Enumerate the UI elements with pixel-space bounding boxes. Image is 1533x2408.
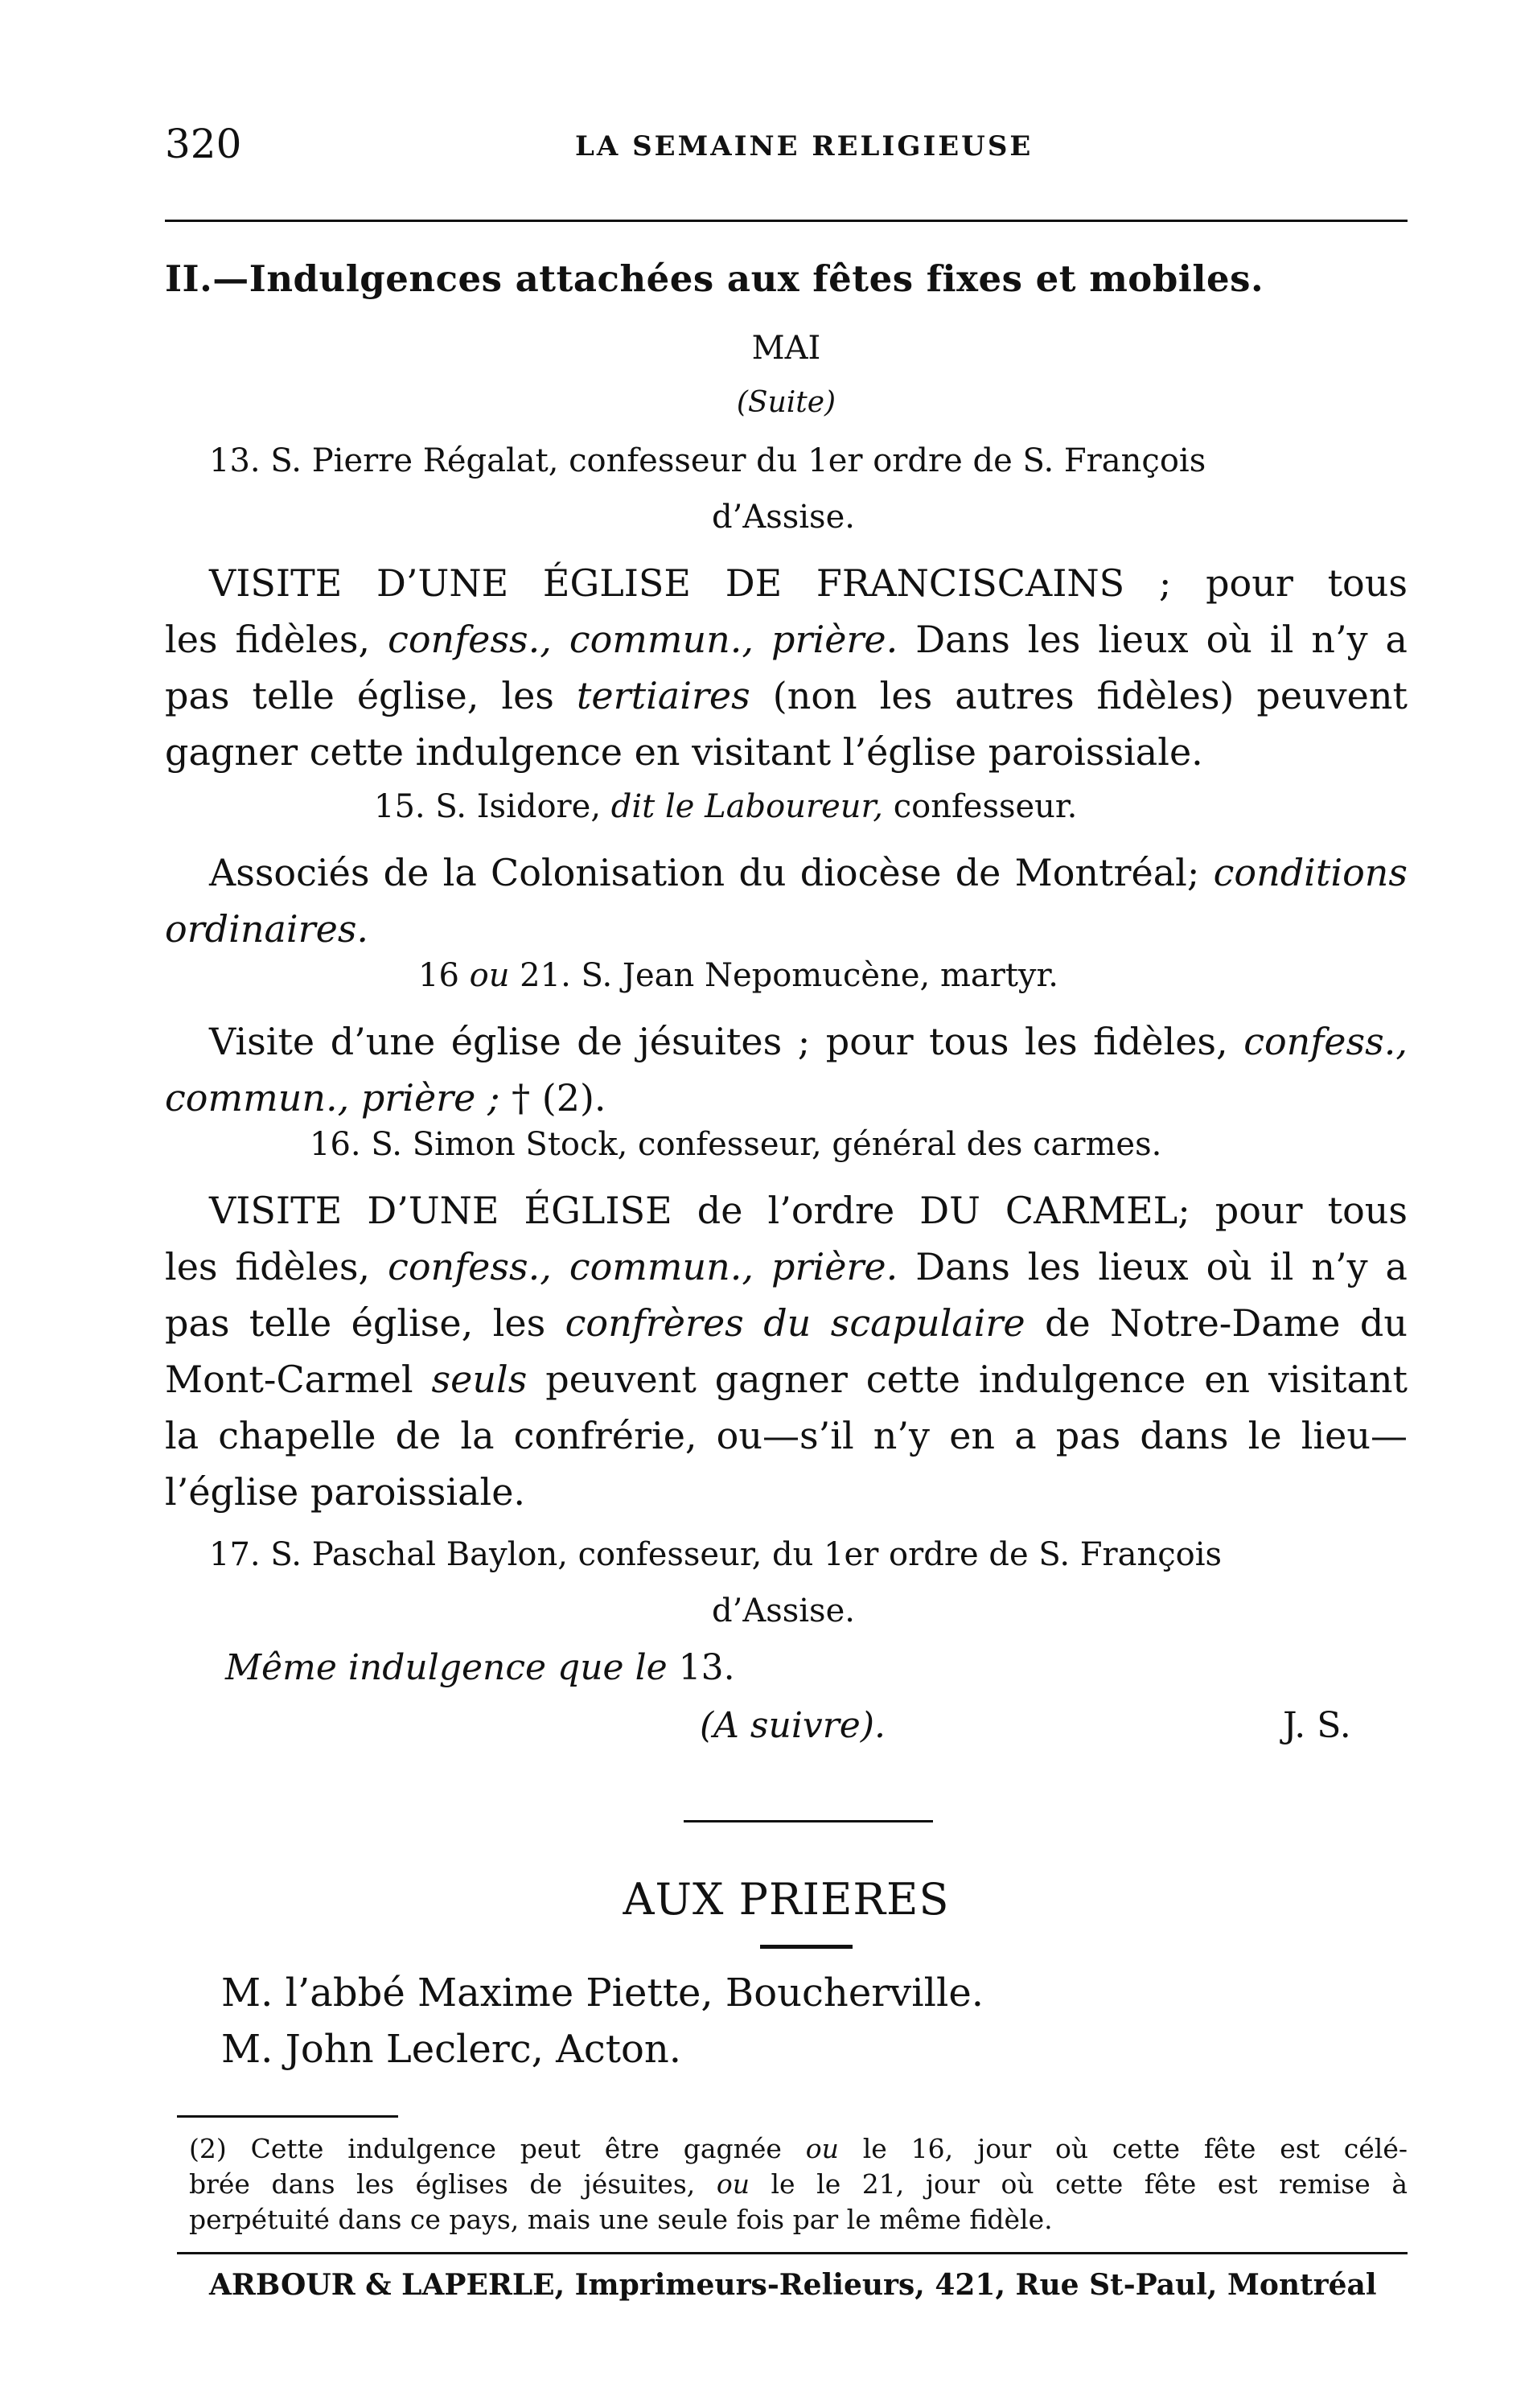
text-span: pas telle église, les xyxy=(165,674,577,717)
text-span: Dans les lieux où il n’y a xyxy=(898,618,1408,661)
footer-rule xyxy=(177,2252,1408,2254)
text-line xyxy=(165,844,1408,901)
running-title: LA SEMAINE RELIGIEUSE xyxy=(575,130,1034,162)
entry-13-text xyxy=(165,555,1408,780)
text-span: Visite d’une église de jésuites ; pour tous les fidèles, xyxy=(209,1020,1244,1063)
prayer-name: M. l’abbé Maxime Piette, Boucherville. xyxy=(221,1970,984,2016)
italic-span: confrères du scapulaire xyxy=(565,1301,1025,1345)
page-number: 320 xyxy=(165,121,242,167)
text-line xyxy=(165,724,1408,780)
text-span: l’église paroissiale. xyxy=(165,1470,526,1514)
text-line xyxy=(165,1070,1408,1126)
italic-span: ou xyxy=(716,2168,750,2200)
text-span: les fidèles, xyxy=(165,1245,388,1288)
entry-16-heading: 16. S. Simon Stock, confesseur, général des carmes. xyxy=(310,1126,1162,1163)
text-span: 16 xyxy=(418,957,470,994)
italic-span: (A suivre). xyxy=(700,1705,886,1746)
italic-span: ou xyxy=(805,2133,839,2164)
book-page xyxy=(165,121,1408,2302)
text-span: de Notre-Dame du xyxy=(1025,1301,1408,1345)
header-rule xyxy=(165,220,1408,222)
text-span: (non les autres fidèles) peuvent xyxy=(750,674,1408,717)
italic-span: commun., prière ; xyxy=(165,1076,500,1120)
text-line xyxy=(165,1464,1408,1520)
text-line xyxy=(165,1295,1408,1351)
text-span: (2) Cette indulgence peut être gagnée xyxy=(189,2133,806,2164)
text-line xyxy=(165,1182,1408,1239)
footnote-line xyxy=(189,2167,1408,2202)
entry-17-heading: 17. S. Paschal Baylon, confesseur, du 1er ordre de S. François xyxy=(209,1536,1223,1573)
footnote xyxy=(189,2131,1408,2237)
text-span: peuvent gagner cette indulgence en visitant xyxy=(527,1358,1408,1401)
text-line xyxy=(165,1239,1408,1295)
entry-15-heading xyxy=(374,788,1077,825)
running-head xyxy=(165,121,1408,193)
text-line xyxy=(165,1351,1408,1407)
text-line xyxy=(165,901,1408,957)
footnote-line xyxy=(189,2202,1408,2237)
text-span: † (2). xyxy=(499,1076,606,1120)
text-line xyxy=(165,555,1408,611)
text-span: confesseur. xyxy=(883,788,1078,825)
text-span: 13. xyxy=(667,1647,735,1688)
entry-13-heading-cont: d’Assise. xyxy=(712,499,855,536)
entry-16-text xyxy=(165,1182,1408,1520)
section-divider xyxy=(684,1820,933,1822)
text-span: gagner cette indulgence en visitant l’église paroissiale. xyxy=(165,730,1203,774)
text-line xyxy=(165,1013,1408,1070)
italic-span: confess., xyxy=(1243,1020,1408,1063)
entry-15-text xyxy=(165,844,1408,957)
prieres-title: AUX PRIERES xyxy=(623,1874,950,1925)
italic-span: tertiaires xyxy=(576,674,750,717)
entry-17-heading-cont: d’Assise. xyxy=(712,1592,855,1629)
entry-16-21-heading xyxy=(418,957,1058,994)
text-span: pas telle église, les xyxy=(165,1301,565,1345)
text-span: perpétuité dans ce pays, mais une seule fois par le même fidèle. xyxy=(189,2204,1053,2235)
italic-span: confess., commun., prière. xyxy=(388,618,898,661)
text-span: la chapelle de la confrérie, ou—s’il n’y en a pas dans le lieu— xyxy=(165,1414,1408,1457)
section-heading: II.—Indulgences attachées aux fêtes fixes et mobiles. xyxy=(165,257,1264,300)
italic-span: conditions xyxy=(1213,851,1408,894)
text-span: 21. S. Jean Nepomucène, martyr. xyxy=(509,957,1058,994)
entry-16-21-text xyxy=(165,1013,1408,1126)
text-span: Dans les lieux où il n’y a xyxy=(898,1245,1408,1288)
text-line xyxy=(165,1407,1408,1464)
italic-span: seuls xyxy=(431,1358,528,1401)
text-span: 15. S. Isidore, xyxy=(374,788,611,825)
footnote-rule xyxy=(177,2115,398,2118)
entry-13-heading: 13. S. Pierre Régalat, confesseur du 1er ordre de S. François xyxy=(209,442,1206,479)
month-heading: MAI xyxy=(751,330,821,367)
text-span: Mont-Carmel xyxy=(165,1358,432,1401)
prayer-name: M. John Leclerc, Acton. xyxy=(221,2027,682,2072)
text-span: brée dans les églises de jésuites, xyxy=(189,2168,717,2200)
text-span: les fidèles, xyxy=(165,618,388,661)
text-span: VISITE D’UNE ÉGLISE de l’ordre DU CARMEL; pour tous xyxy=(209,1189,1408,1232)
text-span: Associés de la Colonisation du diocèse de Montréal; xyxy=(209,851,1214,894)
italic-span: confess., commun., prière. xyxy=(388,1245,898,1288)
italic-span: ou xyxy=(469,957,510,994)
suite-label: (Suite) xyxy=(736,386,836,419)
printer-imprint: ARBOUR & LAPERLE, Imprimeurs-Relieurs, 421, Rue St-Paul, Montréal xyxy=(209,2268,1377,2302)
signature: J. S. xyxy=(1283,1705,1351,1746)
footnote-line xyxy=(189,2131,1408,2167)
text-span: VISITE D’UNE ÉGLISE DE FRANCISCAINS ; pour tous xyxy=(209,561,1408,605)
text-span: le le 21, jour où cette fête est remise à xyxy=(749,2168,1408,2200)
a-suivre xyxy=(700,1705,886,1746)
italic-span: ordinaires. xyxy=(165,907,369,951)
entry-17-text xyxy=(225,1647,735,1688)
title-underline xyxy=(760,1945,853,1949)
italic-span: Même indulgence que le xyxy=(225,1647,668,1688)
text-line xyxy=(165,611,1408,668)
text-span: le 16, jour où cette fête est célé- xyxy=(838,2133,1408,2164)
italic-span: dit le Laboureur, xyxy=(610,788,883,825)
text-line xyxy=(165,668,1408,724)
